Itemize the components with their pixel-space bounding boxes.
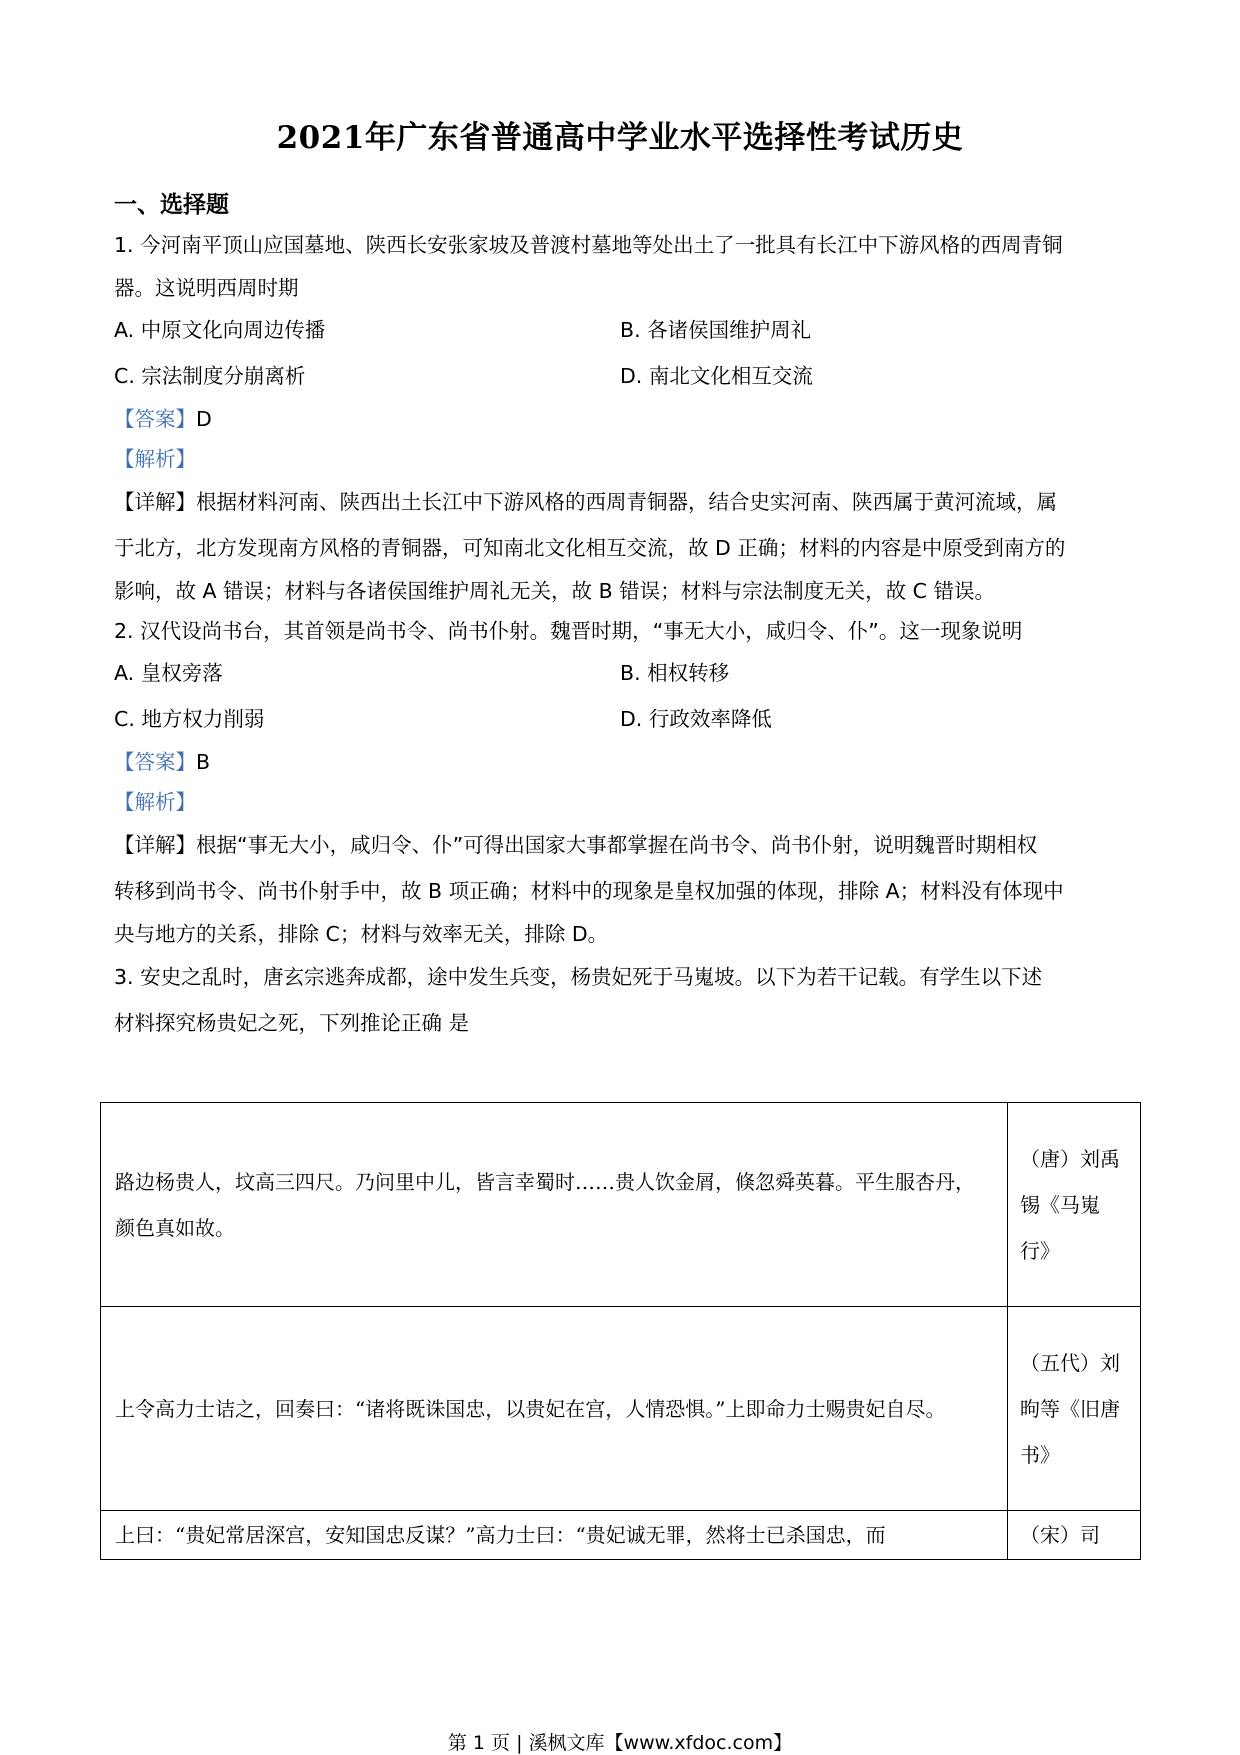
- options-row: [114, 697, 1126, 743]
- detail-line: 【详解】根据“事无大小，咸归令、仆”可得出国家大事都掌握在尚书令、尚书仆射，说明魏晋时期相权: [114, 833, 1038, 857]
- detail-line: 影响，故 A 错误；材料与各诸侯国维护周礼无关，故 B 错误；材料与宗法制度无关，故 C 错误。: [114, 579, 995, 603]
- question-stem-line: 1. 今河南平顶山应国墓地、陕西长安张家坡及普渡村墓地等处出土了一批具有长江中下游风格的西周青铜: [114, 233, 1063, 257]
- material-row: [101, 1307, 1141, 1511]
- options-row: [114, 354, 1126, 400]
- options-row: [114, 308, 1126, 354]
- detail-line: 于北方，北方发现南方风格的青铜器，可知南北文化相互交流，故 D 正确；材料的内容是中原受到南方的: [114, 536, 1066, 560]
- question-stem-line: 2. 汉代设尚书台，其首领是尚书令、尚书仆射。魏晋时期，“事无大小，咸归令、仆”。这一现象说明: [114, 619, 1023, 643]
- option-b: B. 相权转移: [620, 661, 730, 685]
- answer-tag: 【答案】: [114, 750, 196, 774]
- question-1: [114, 222, 1126, 611]
- question-2: [114, 611, 1126, 954]
- answer-tag: 【答案】: [114, 407, 196, 431]
- material-text: 上曰：“贵妃常居深宫，安知国忠反谋？”高力士曰：“贵妃诚无罪，然将士已杀国忠，而: [101, 1511, 1008, 1560]
- option-c: C. 宗法制度分崩离析: [114, 363, 306, 388]
- option-b: B. 各诸侯国维护周礼: [620, 318, 812, 342]
- section-heading: 一、选择题: [114, 191, 229, 218]
- material-source: （唐）刘禹锡《马嵬行》: [1008, 1103, 1141, 1307]
- question-stem-line: 器。这说明西周时期: [114, 276, 299, 300]
- material-text: 路边杨贵人，坟高三四尺。乃问里中儿，皆言幸蜀时……贵人饮金屑，倏忽舜英暮。平生服杏丹，颜色真如故。: [101, 1103, 1008, 1307]
- content-body: [114, 222, 1126, 1046]
- answer-line: [114, 742, 1126, 782]
- answer-value: B: [196, 750, 211, 774]
- detail-line: 央与地方的关系，排除 C；材料与效率无关，排除 D。: [114, 922, 609, 946]
- material-text: 上令高力士诘之，回奏曰：“诸将既诛国忠，以贵妃在宫，人情恐惧。”上即命力士赐贵妃自尽。: [101, 1307, 1008, 1511]
- detail-line: 转移到尚书令、尚书仆射手中，故 B 项正确；材料中的现象是皇权加强的体现，排除 A；材料没有体现中: [114, 879, 1064, 903]
- option-a: A. 中原文化向周边传播: [114, 318, 326, 342]
- material-row: [101, 1511, 1141, 1560]
- page-title: 2021年广东省普通高中学业水平选择性考试历史: [276, 120, 964, 156]
- question-stem-line: 材料探究杨贵妃之死，下列推论正确 是: [114, 1011, 470, 1035]
- analysis-tag: 【解析】: [114, 790, 196, 814]
- question-stem-line: 3. 安史之乱时，唐玄宗逃奔成都，途中发生兵变，杨贵妃死于马嵬坡。以下为若干记载。有学生以下述: [114, 965, 1043, 989]
- option-d: D. 行政效率降低: [620, 706, 772, 731]
- materials-table: [100, 1102, 1141, 1560]
- detail-line: 【详解】根据材料河南、陕西出土长江中下游风格的西周青铜器，结合史实河南、陕西属于黄河流域，属: [114, 490, 1057, 514]
- question-3: [114, 954, 1126, 1046]
- answer-value: D: [196, 407, 212, 431]
- page-footer: 第 1 页 | 溪枫文库【www.xfdoc.com】: [447, 1732, 793, 1754]
- option-d: D. 南北文化相互交流: [620, 363, 813, 388]
- answer-line: [114, 399, 1126, 439]
- analysis-tag: 【解析】: [114, 447, 196, 471]
- option-c: C. 地方权力削弱: [114, 706, 265, 731]
- option-a: A. 皇权旁落: [114, 661, 223, 685]
- material-source: （五代）刘昫等《旧唐书》: [1008, 1307, 1141, 1511]
- material-row: [101, 1103, 1141, 1307]
- options-row: [114, 651, 1126, 697]
- material-source: （宋）司: [1008, 1511, 1141, 1560]
